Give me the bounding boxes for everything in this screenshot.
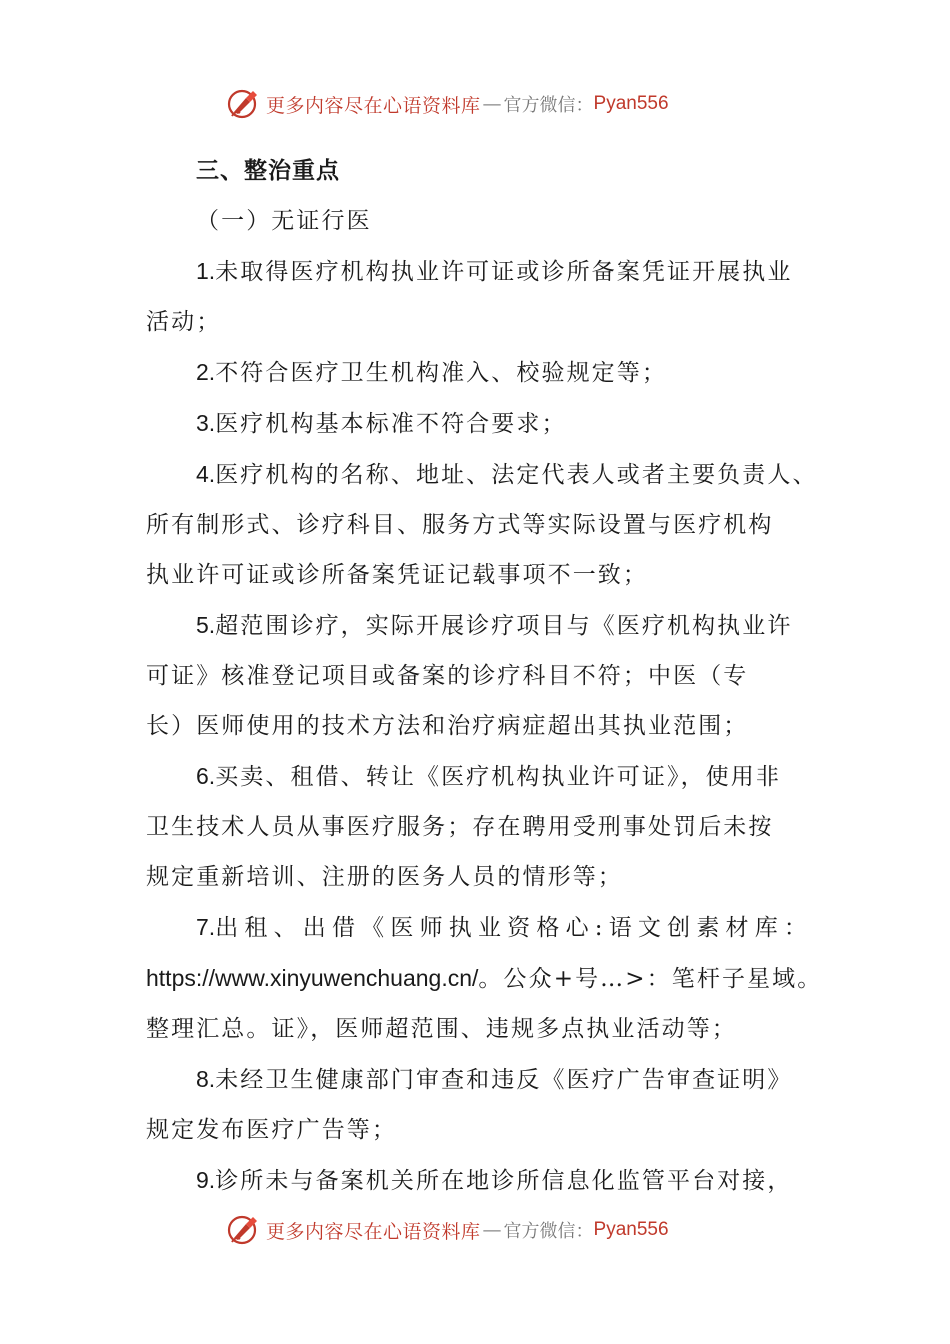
item-text: 诊所未与备案机关所在地诊所信息化监管平台对接， [215,1168,793,1194]
item-1-line-2: 活动； [146,309,222,335]
item-number: 4. [196,461,216,487]
banner-wechat-id: Pyan556 [593,93,669,114]
source-url-link[interactable]: https://www.xinyuwenchuang.cn/ [146,965,479,991]
item-9-line-1 [146,1155,826,1206]
pen-nib-logo-icon [226,1212,262,1248]
item-text: 医疗机构基本标准不符合要求； [215,411,567,437]
pen-nib-logo-icon [226,86,262,122]
item-number: 5. [196,612,216,638]
item-7-line-1 [146,902,826,953]
item-text: 买卖、租借、转让《医疗机构执业许可证》，使用非 [215,764,781,790]
item-number: 3. [196,410,216,436]
banner-separator: — [482,93,502,115]
item-text: 不符合医疗卫生机构准入、校验规定等； [215,360,667,386]
item-text: 出租、出借《医师执业资格心:语文创素材库： [215,915,814,941]
header-banner [226,84,746,124]
item-8-line-1 [146,1054,826,1105]
item-7-line-2 [146,953,826,1004]
banner-wechat-label: 官方微信： [503,95,594,116]
banner-title: 更多内容尽在心语资料库 [266,94,481,117]
item-number: 6. [196,763,216,789]
subheading: （一）无证行医 [196,208,372,234]
item-6-line-3: 规定重新培训、注册的医务人员的情形等； [146,864,623,890]
banner-wechat-label: 官方微信： [503,1221,594,1242]
item-2-line-1 [146,347,826,398]
item-3-line-1 [146,398,826,449]
document-body [146,146,826,1206]
item-text: 超范围诊疗，实际开展诊疗项目与《医疗机构执业许 [215,613,793,639]
item-text: 。公众+号…>：笔杆子星域。 [478,966,823,992]
item-4-line-2: 所有制形式、诊疗科目、服务方式等实际设置与医疗机构 [146,512,774,538]
item-6-line-1 [146,751,826,802]
item-number: 7. [196,914,216,940]
item-number: 8. [196,1066,216,1092]
item-text: 未经卫生健康部门审查和违反《医疗广告审查证明》 [215,1067,793,1093]
item-5-line-1 [146,600,826,651]
item-4-line-1 [146,449,826,500]
banner-wechat-id: Pyan556 [593,1219,669,1240]
item-5-line-2: 可证》核准登记项目或备案的诊疗科目不符；中医（专 [146,663,749,689]
item-number: 9. [196,1167,216,1193]
banner-title: 更多内容尽在心语资料库 [266,1220,481,1243]
item-text: 未取得医疗机构执业许可证或诊所备案凭证开展执业 [215,259,793,285]
item-8-line-2: 规定发布医疗广告等； [146,1117,397,1143]
banner-separator: — [482,1219,502,1241]
item-4-line-3: 执业许可证或诊所备案凭证记载事项不一致； [146,562,648,588]
footer-banner [226,1210,746,1250]
item-5-line-3: 长）医师使用的技术方法和治疗病症超出其执业范围； [146,713,749,739]
item-number: 2. [196,359,216,385]
item-text: 医疗机构的名称、地址、法定代表人或者主要负责人、 [215,462,818,488]
item-1-line-1 [146,246,826,297]
item-6-line-2: 卫生技术人员从事医疗服务；存在聘用受刑事处罚后未按 [146,814,774,840]
section-heading: 三、整治重点 [196,158,340,184]
item-number: 1. [196,258,216,284]
item-7-line-3: 整理汇总。证》，医师超范围、违规多点执业活动等； [146,1016,737,1042]
